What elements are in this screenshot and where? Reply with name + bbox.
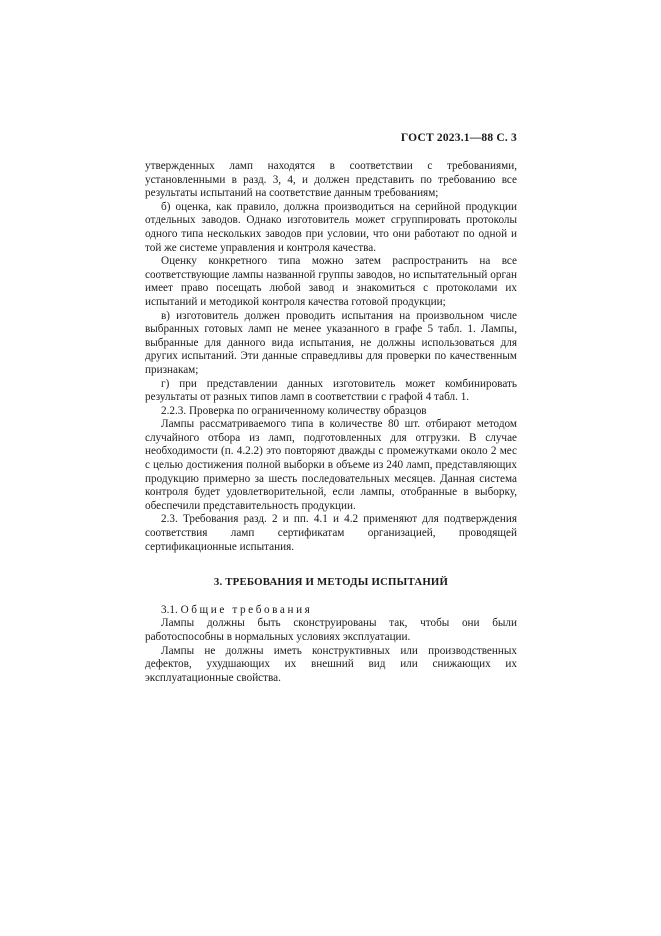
paragraph: Лампы рассматриваемого типа в количестве 80 шт. отбирают методом случайного отбора из ламп, подготовленных для отгрузки. В случае необходимости (п. 4.2.2) это повторяют дважды с промежутками около 2 мес с целью достижения полной выборки в объеме из 240 ламп, представляющих продукцию примерно за шесть последовательных месяцев. Данная система контроля будет удовлетворительной, если лампы, отобранные в выборку, обеспечили представительность продукции. (145, 418, 517, 512)
paragraph: Лампы должны быть сконструированы так, чтобы они были работоспособны в нормальных условиях эксплуатации. (145, 617, 517, 643)
page-header: ГОСТ 2023.1—88 С. 3 (400, 132, 517, 144)
subsection-heading: 2.2.3. Проверка по ограниченному количеству образцов (161, 404, 427, 417)
section-title: 3. ТРЕБОВАНИЯ И МЕТОДЫ ИСПЫТАНИЙ (213, 576, 449, 589)
subsection-title: Общие требования (180, 603, 313, 616)
subsection-number: 3.1. (161, 603, 178, 616)
paragraph: утвержденных ламп находятся в соответствии с требованиями, установленными в разд. 3, 4, и должен представить по требованию все результаты испытаний на соответствие данным требованиям; (145, 160, 517, 200)
document-body (145, 160, 517, 685)
paragraph: б) оценка, как правило, должна производиться на серийной продукции отдельных заводов. Однако изготовитель может сгруппировать протоколы одного типа нескольких заводов при условии, что они работают по одной и той же системе управления и контроля качества. (145, 200, 517, 254)
paragraph: Оценку конкретного типа можно затем распространить на все соответствующие лампы названной группы заводов, но испытательный орган имеет право посещать любой завод и знакомиться с протоколами их испытаний и методикой контроля качества готовой продукции; (145, 255, 517, 308)
paragraph: 2.3. Требования разд. 2 и пп. 4.1 и 4.2 применяют для подтверждения соответствия ламп сертификатам организацией, проводящей сертификационные испытания. (145, 513, 517, 553)
paragraph: Лампы не должны иметь конструктивных или производственных дефектов, ухудшающих их внешний вид или снижающих их эксплуатационные свойства. (145, 644, 517, 684)
subsection-heading (145, 604, 517, 618)
paragraph: в) изготовитель должен проводить испытания на произвольном числе выбранных готовых ламп не менее указанного в графе 5 табл. 1. Лампы, выбранные для данного вида испытания, не должны использоваться для других испытаний. Эти данные справедливы для проверки по качественным признакам; (145, 309, 517, 376)
paragraph: г) при представлении данных изготовитель может комбинировать результаты от разных типов ламп в соответствии с графой 4 табл. 1. (145, 377, 517, 404)
